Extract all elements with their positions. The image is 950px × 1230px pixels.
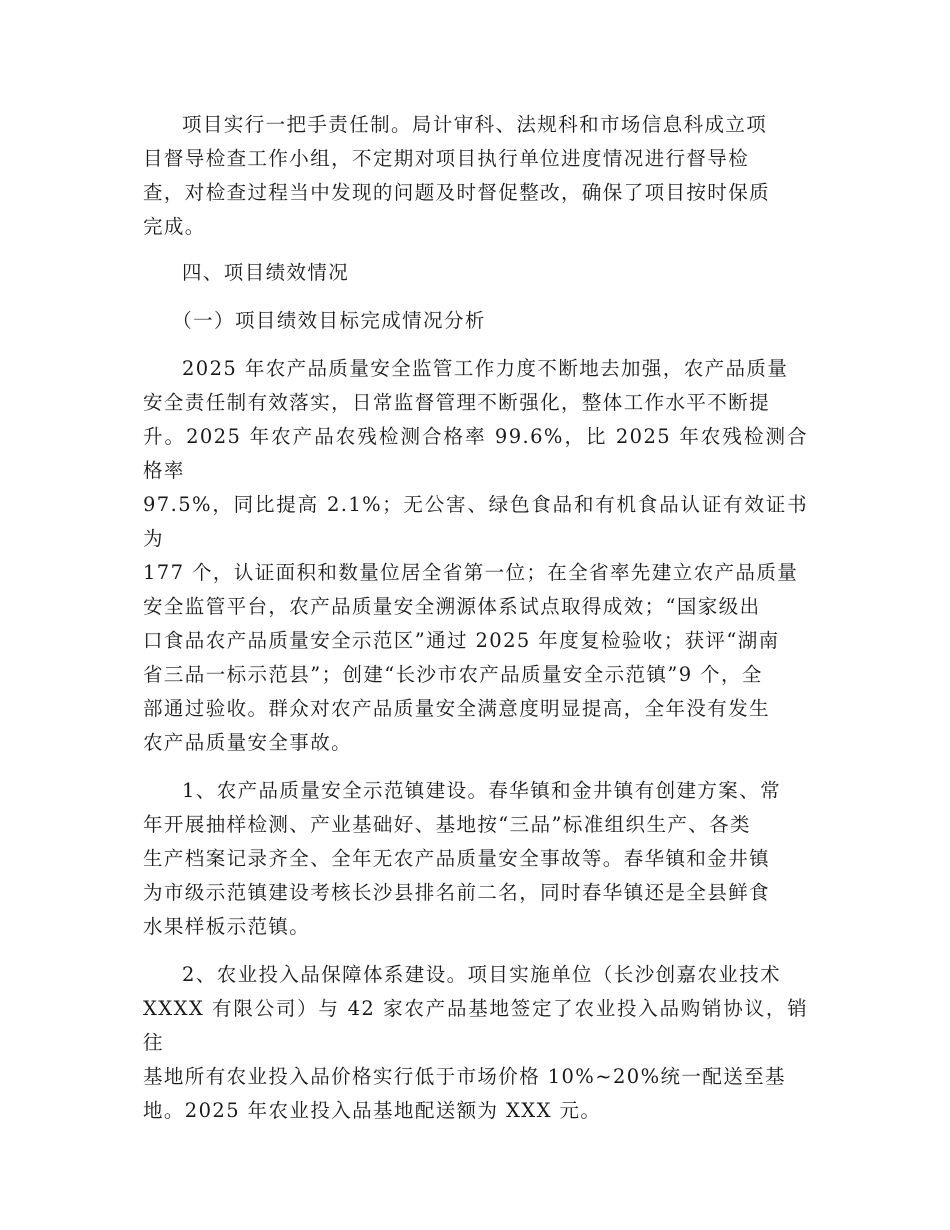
text-line: 2025 年农产品质量安全监管工作力度不断地去加强，农产品质量 bbox=[182, 357, 789, 380]
text-line: 安全责任制有效落实，日常监督管理不断强化，整体工作水平不断提 bbox=[143, 391, 771, 414]
text-line: 部通过验收。群众对农产品质量安全满意度明显提高，全年没有发生 bbox=[143, 697, 771, 720]
text-line: 升。2025 年农产品农残检测合格率 99.6%，比 2025 年农残检测合格率 bbox=[143, 425, 808, 482]
text-line: 1、农产品质量安全示范镇建设。春华镇和金井镇有创建方案、常 bbox=[182, 779, 782, 802]
text-line: 生产档案记录齐全、全年无农产品质量安全事故等。春华镇和金井镇 bbox=[143, 847, 771, 870]
subsection-heading bbox=[143, 304, 808, 338]
text-line: 年开展抽样检测、产业基础好、基地按“三品”标准组织生产、各类 bbox=[143, 813, 751, 836]
text-line: 2、农业投入品保障体系建设。项目实施单位（长沙创嘉农业技术 bbox=[182, 963, 782, 986]
text-line: 地。2025 年农业投入品基地配送额为 XXX 元。 bbox=[143, 1099, 602, 1122]
text-line: 177 个，认证面积和数量位居全省第一位；在全省率先建立农产品质量 bbox=[143, 561, 799, 584]
text-line: 完成。 bbox=[143, 215, 206, 238]
text-line: 安全监管平台，农产品质量安全溯源体系试点取得成效；“国家级出 bbox=[143, 595, 761, 618]
section-heading bbox=[143, 256, 808, 290]
paragraph-responsibility bbox=[143, 108, 808, 244]
text-line: 项目实行一把手责任制。局计审科、法规科和市场信息科成立项 bbox=[182, 113, 768, 136]
text-line: 四、项目绩效情况 bbox=[182, 261, 350, 284]
text-line: 口食品农产品质量安全示范区”通过 2025 年度复检验收；获评“湖南 bbox=[143, 629, 780, 652]
text-line: XXXX 有限公司）与 42 家农产品基地签定了农业投入品购销协议，销往 bbox=[143, 997, 808, 1054]
text-line: 97.5%，同比提高 2.1%；无公害、绿色食品和有机食品认证有效证书为 bbox=[143, 493, 808, 550]
text-line: （一）项目绩效目标完成情况分析 bbox=[172, 309, 486, 332]
text-line: 基地所有农业投入品价格实行低于市场价格 10%~20%统一配送至基 bbox=[143, 1065, 786, 1088]
text-line: 为市级示范镇建设考核长沙县排名前二名，同时春华镇还是全县鲜食 bbox=[143, 881, 771, 904]
text-line: 目督导检查工作小组，不定期对项目执行单位进度情况进行督导检 bbox=[143, 147, 750, 170]
paragraph-input-supply bbox=[143, 958, 808, 1128]
text-line: 查，对检查过程当中发现的问题及时督促整改，确保了项目按时保质 bbox=[143, 181, 771, 204]
paragraph-performance bbox=[143, 352, 808, 760]
text-line: 省三品一标示范县”；创建“长沙市农产品质量安全示范镇”9 个，全 bbox=[143, 663, 763, 686]
text-line: 农产品质量安全事故。 bbox=[143, 731, 353, 754]
document-page bbox=[143, 108, 808, 1128]
text-line: 水果样板示范镇。 bbox=[143, 915, 311, 938]
paragraph-demo-town bbox=[143, 774, 808, 944]
